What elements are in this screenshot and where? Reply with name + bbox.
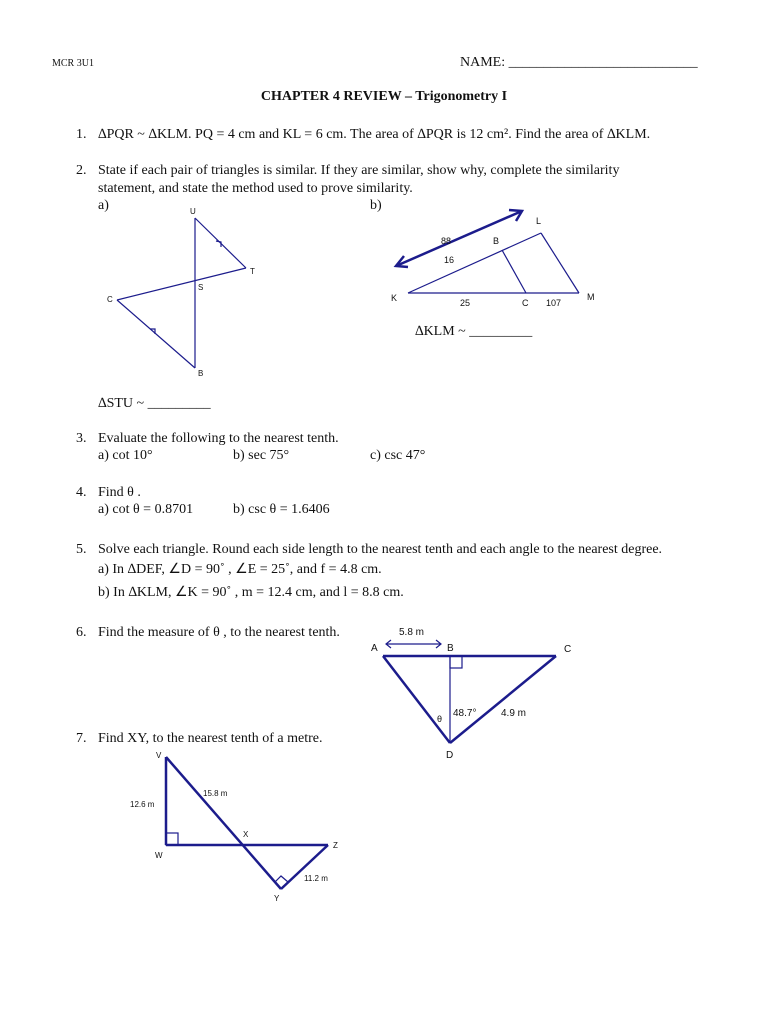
vertex-label: Y [274,894,280,903]
right-angle-icon [166,833,178,845]
vertex-label: K [391,293,398,303]
question-text: Find θ . [98,485,141,500]
vertex-label: M [587,292,595,302]
vertex-label: W [155,851,163,860]
vertex-label: C [564,644,572,655]
vertex-label: C [522,298,529,308]
question-number: 4. [76,485,87,500]
length-label: 5.8 m [399,627,425,638]
segment-lm [541,233,579,293]
length-label: 88 [441,236,452,246]
vertex-label: S [198,283,204,292]
part-b: b) csc θ = 1.6406 [233,502,330,517]
length-label: 16 [444,255,455,265]
right-angle-icon [450,656,462,668]
part-a: a) cot 10° [98,448,153,463]
part-b: b) sec 75° [233,448,290,463]
segment-cb [117,300,195,368]
figure-6 [371,627,571,761]
vertex-label: B [447,643,454,654]
vertex-label: D [446,750,454,761]
part-b: b) In ∆KLM, ∠K = 90˚ , m = 12.4 cm, and l = 8.8 cm. [98,585,404,600]
segment-ad [383,656,450,743]
figure-7 [130,751,338,903]
length-label: 25 [460,298,471,308]
course-code: MCR 3U1 [52,58,94,69]
question-number: 1. [76,127,87,142]
question-text-line: statement, and state the method used to prove similarity. [98,181,413,196]
angle-label: 48.7° [453,708,477,719]
question-text: Find the measure of θ , to the nearest tenth. [98,625,340,640]
page-title: CHAPTER 4 REVIEW – Trigonometry I [260,89,508,104]
vertex-label: Z [333,841,338,850]
similarity-statement-b: ∆KLM ~ _________ [415,324,533,339]
vertex-label: B [493,236,500,246]
vertex-label: B [198,369,204,378]
question-text: ∆PQR ~ ∆KLM. PQ = 4 cm and KL = 6 cm. The area of ∆PQR is 12 cm². Find the area of ∆KLM. [98,127,651,142]
part-a: a) In ∆DEF, ∠D = 90˚ , ∠E = 25˚, and f = 4.8 cm. [98,562,382,577]
question-text-line: State if each pair of triangles is similar. If they are similar, show why, complete the similarity [98,163,620,178]
part-b-label: b) [370,198,382,213]
vertex-label: X [243,830,249,839]
question-text: Evaluate the following to the nearest tenth. [98,431,339,446]
theta-label: θ [437,714,443,724]
length-label: 15.8 m [203,789,228,798]
length-label: 11.2 m [304,874,328,883]
vertex-label: L [536,216,542,226]
question-text: Find XY, to the nearest tenth of a metre. [98,731,323,746]
parallel-mark-icon [216,241,221,247]
figure-2b [391,210,595,308]
vertex-label: C [107,295,113,304]
length-label: 12.6 m [130,800,155,809]
part-a-label: a) [98,198,109,213]
vertex-label: U [190,207,196,216]
vertex-label: V [156,751,162,760]
question-number: 3. [76,431,87,446]
part-c: c) csc 47° [370,448,426,463]
segment-tc [117,268,246,300]
question-text: Solve each triangle. Round each side length to the nearest tenth and each angle to the nearest degree. [98,542,663,557]
figure-2a [107,207,255,378]
question-number: 6. [76,625,87,640]
vertex-label: A [371,643,378,654]
question-number: 5. [76,542,87,557]
part-a: a) cot θ = 0.8701 [98,502,194,517]
similarity-statement-a: ∆STU ~ _________ [98,396,211,411]
question-number: 2. [76,163,87,178]
segment-bc [502,250,526,293]
name-field-label: NAME: ___________________________ [460,55,698,70]
vertex-label: T [250,267,255,276]
length-label: 4.9 m [501,708,527,719]
segment-vy [166,757,281,889]
question-number: 7. [76,731,87,746]
right-angle-icon [275,876,288,882]
length-label: 107 [546,298,562,308]
dimension-arrow-line [396,211,522,266]
segment-cd [450,656,556,743]
